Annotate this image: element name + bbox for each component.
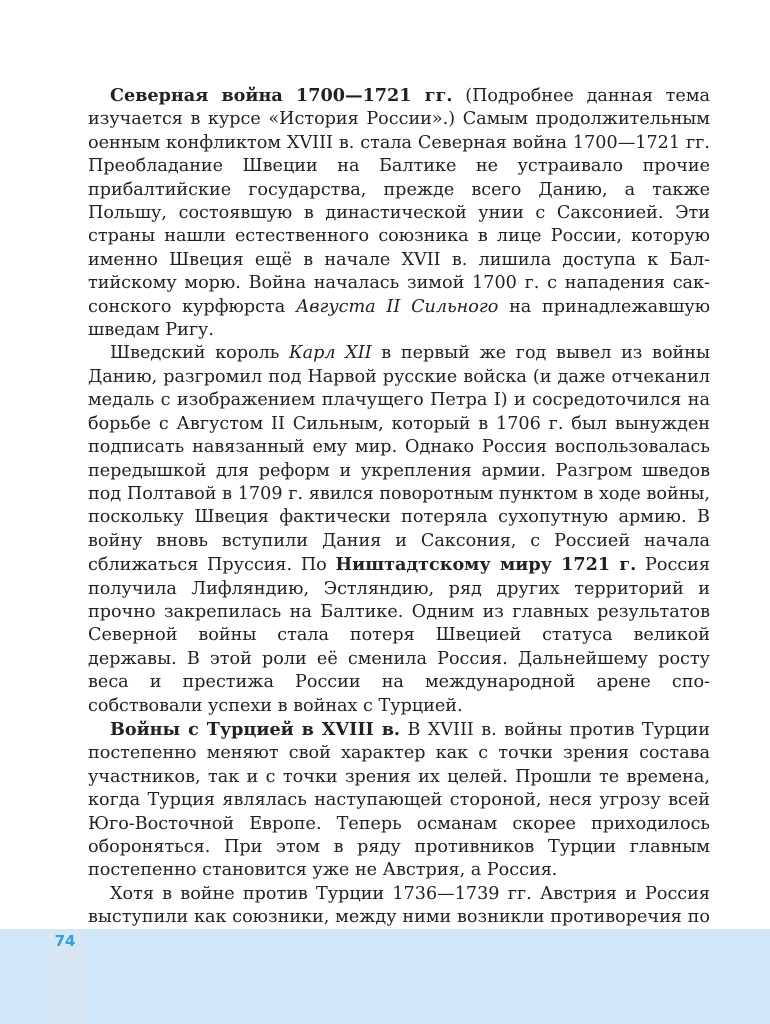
main-text [88, 84, 710, 953]
text-run-bold: Ништадтскому миру 1721 г. [335, 554, 637, 576]
text-run-normal: в первый же год вывел из войны Данию, разгромил под Нарвой русские войска (и даже отчеканил медаль с изображением плачущего Петра I) и сосредоточился на борьбе с Августом II Сильным, который в 1706 г. был вынужден подписать навязанный ему мир. Однако Россия воспользовалась передышкой для реформ и укрепления армии. Разгром шведов под Полтавой в 1709 г. явился поворотным пунктом в ходе войны, поскольку Швеция фактически потеряла сухопутную армию. В войну вновь вступили Дания и Саксония, с Россией начала сближаться Пруссия. По [88, 343, 710, 576]
paragraph-northern-war [88, 84, 710, 342]
text-run-normal: В XVIII в. войны против Турции постепенно меняют свой характер как с точки зрения состава участников, так и с точки зрения их целей. Прошли те времена, когда Турция являлась наступающей стороной, неся угрозу всей Юго-Восточной Европе. Теперь османам скорее приходилось обороняться. При этом в ряду противников Турции главным постепенно становится уже не Австрия, а Россия. [88, 719, 710, 881]
text-run-normal: Шведский король [110, 343, 290, 364]
text-run-normal: на принадлежавшую шведам Ригу. [88, 296, 711, 341]
paragraph-turkish-wars [88, 718, 710, 883]
text-run-italic: Августа II Сильного [295, 296, 499, 317]
text-run-bold: Войны с Турцией в XVIII в. [110, 718, 401, 740]
text-run-bold: Северная война 1700—1721 гг. [110, 85, 453, 106]
text-run-normal: (Подробнее данная тема изучается в курсе «История России».) Самым продолжительным оенным конфликтом XVIII в. стала Северная война 1700—1721 гг. Преобладание Швеции на Балтике не устраивало прочие прибалтийские государства, прежде всего Данию, а также Польшу, состоявшую в династической унии с Саксонией. Эти страны нашли естественного союзника в лице России, которую именно Швеция ещё в начале XVII в. лишила доступа к Балтийскому морю. Война началась зимой 1700 г. с нападения саксонского курфюрста [88, 86, 710, 317]
footer-band [0, 929, 770, 1024]
paragraph-karl-xii [88, 342, 710, 718]
text-run-normal: Хотя в войне против Турции 1736—1739 гг. Австрия и Россия выступили как союзники, между ними возникли противоречия по [88, 883, 710, 928]
page-number: 74 [54, 932, 76, 950]
text-run-normal: Россия получила Лифляндию, Эстляндию, ряд других территорий и прочно закрепилась на Балтике. Одним из главных результатов Северной войны стала потеря Швецией статуса великой державы. В этой роли её сменила Россия. Дальнейшему росту веса и престижа России на международной арене способствовали успехи в войнах с Турцией. [88, 555, 710, 716]
text-run-italic: Карл XII [289, 343, 372, 364]
